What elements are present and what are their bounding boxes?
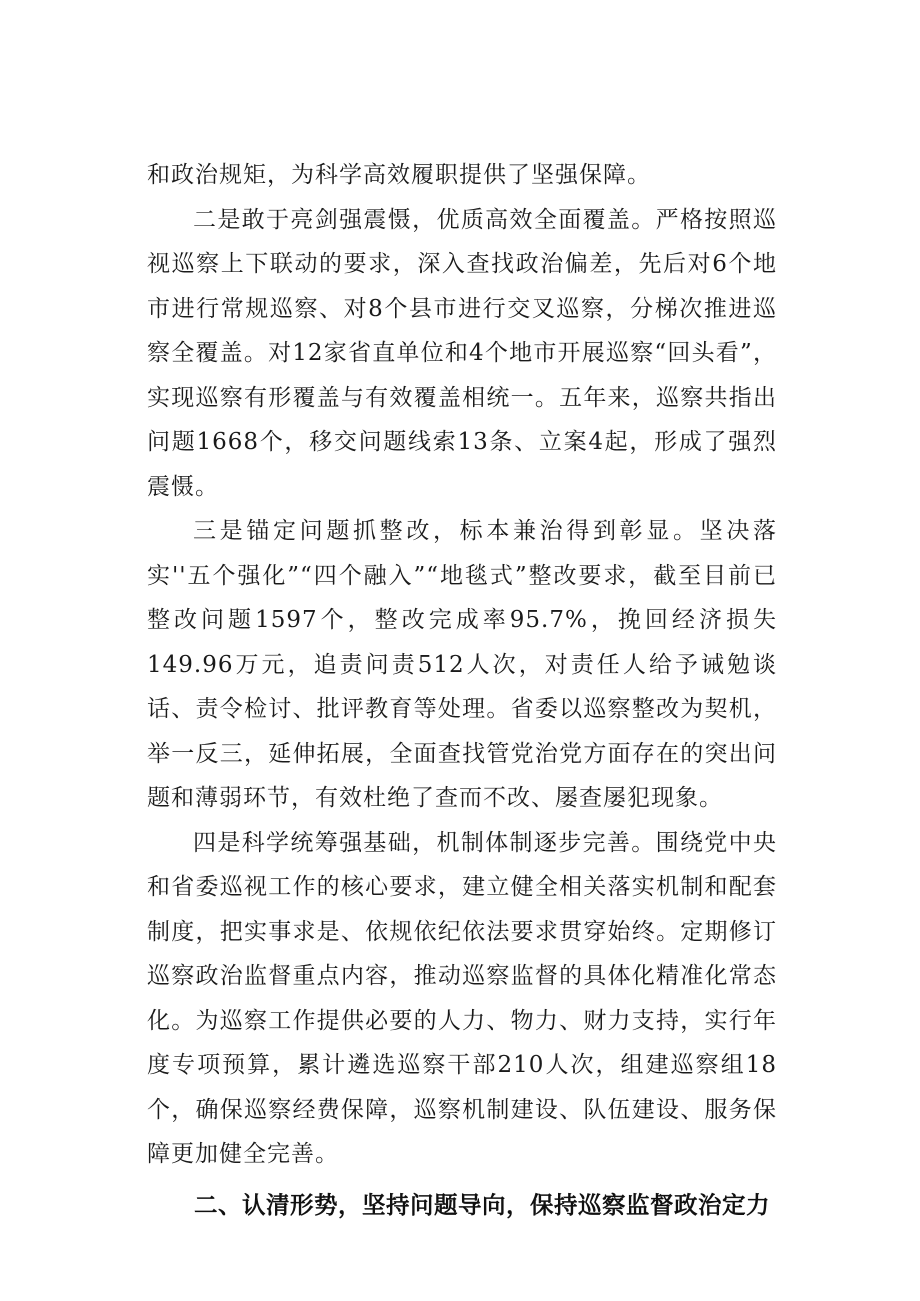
paragraph-mechanism: 四是科学统筹强基础，机制体制逐步完善。围绕党中央和省委巡视工作的核心要求，建立健全相关落实机制和配套制度，把实事求是、依规依纪依法要求贯穿始终。定期修订巡察政治监督重点内容，推动巡察监督的具体化精准化常态化。为巡察工作提供必要的人力、物力、财力支持，实行年度专项预算，累计遴选巡察干部210人次，组建巡察组18个，确保巡察经费保障，巡察机制建设、队伍建设、服务保障更加健全完善。	[147, 829, 777, 1167]
section-heading: 二、认清形势，坚持问题导向，保持巡察监督政治定力	[194, 1190, 770, 1219]
paragraph-coverage: 二是敢于亮剑强震慑，优质高效全面覆盖。严格按照巡视巡察上下联动的要求，深入查找政治偏差，先后对6个地市进行常规巡察、对8个县市进行交叉巡察，分梯次推进巡察全覆盖。对12家省直单位和4个地市开展巡察“回头看”，实现巡察有形覆盖与有效覆盖相统一。五年来，巡察共指出问题1668个，移交问题线索13条、立案4起，形成了强烈震慑。	[147, 206, 777, 500]
paragraph-continuation: 和政治规矩，为科学高效履职提供了坚强保障。	[147, 162, 651, 188]
document-body	[147, 153, 777, 1227]
paragraph-rectification: 三是锚定问题抓整改，标本兼治得到彰显。坚决落实''五个强化”“四个融入”“地毯式”整改要求，截至目前已整改问题1597个，整改完成率95.7%，挽回经济损失149.96万元，追责问责512人次，对责任人给予诫勉谈话、责令检讨、批评教育等处理。省委以巡察整改为契机，举一反三，延伸拓展，全面查找管党治党方面存在的突出问题和薄弱环节，有效杜绝了查而不改、屡查屡犯现象。	[147, 518, 777, 811]
